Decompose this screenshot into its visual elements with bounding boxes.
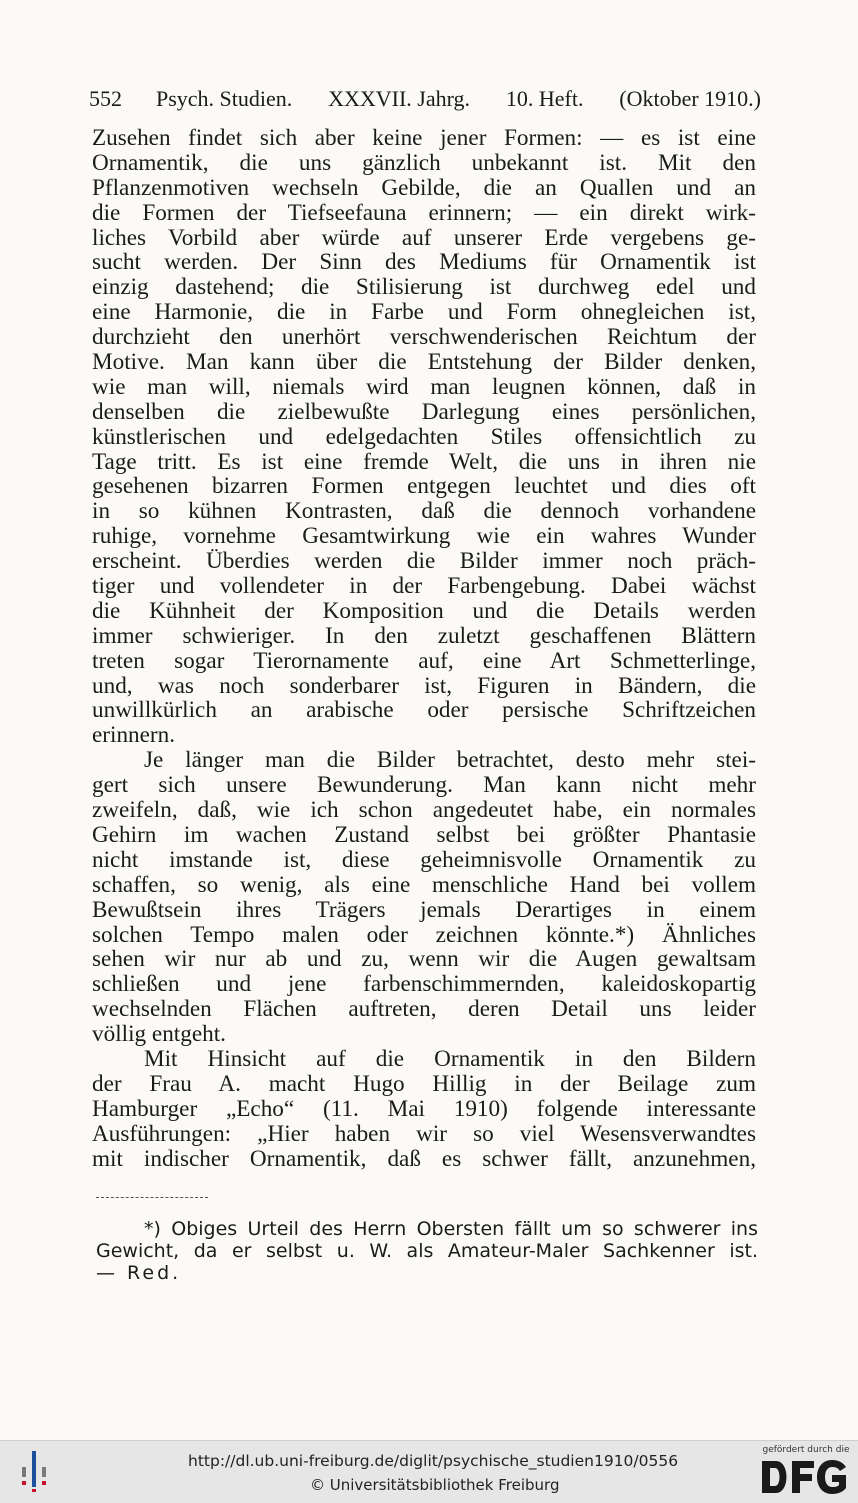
text-line: wie man will, niemals wird man leugnen können, daß in bbox=[92, 374, 756, 400]
footnote-divider bbox=[96, 1197, 208, 1198]
footnote bbox=[96, 1218, 758, 1284]
text-line: unwillkürlich an arabische oder persische Schriftzeichen bbox=[92, 698, 756, 724]
viewer-footer bbox=[0, 1440, 858, 1503]
text-line: gert sich unsere Bewunderung. Man kann nicht mehr bbox=[92, 773, 756, 799]
text-line: erscheint. Überdies werden die Bilder immer noch präch- bbox=[92, 549, 756, 575]
text-line: die Kühnheit der Komposition und die Details werden bbox=[92, 598, 756, 624]
body-text bbox=[92, 126, 756, 1171]
text-line: ruhige, vornehme Gesamtwirkung wie ein wahres Wunder bbox=[92, 524, 756, 550]
text-line: Ausführungen: „Hier haben wir so viel Wesensverwandtes bbox=[92, 1121, 756, 1147]
footnote-line: — Red. bbox=[96, 1262, 182, 1284]
text-line: Hamburger „Echo“ (11. Mai 1910) folgende interessante bbox=[92, 1096, 756, 1122]
text-line: sucht werden. Der Sinn des Mediums für Ornamentik ist bbox=[92, 250, 756, 276]
text-line: die Formen der Tiefseefauna erinnern; — ein direkt wirk- bbox=[92, 200, 756, 226]
text-line: künstlerischen und edelgedachten Stiles offensichtlich zu bbox=[92, 424, 756, 450]
text-line: Gehirn im wachen Zustand selbst bei größter Phantasie bbox=[92, 822, 756, 848]
text-line: wechselnden Flächen auftreten, deren Detail uns leider bbox=[92, 997, 756, 1023]
text-line: und, was noch sonderbarer ist, Figuren in Bändern, die bbox=[92, 673, 756, 699]
copyright-notice: © Universitätsbibliothek Freiburg bbox=[310, 1476, 560, 1494]
text-line: Motive. Man kann über die Entstehung der Bilder denken, bbox=[92, 350, 756, 375]
text-line: Je länger man die Bilder betrachtet, desto mehr stei- bbox=[144, 748, 756, 774]
text-line: einzig dastehend; die Stilisierung ist durchweg edel und bbox=[92, 275, 756, 301]
text-line: völlig entgeht. bbox=[92, 1022, 226, 1047]
text-line: gesehenen bizarren Formen entgegen leuchtet und dies oft bbox=[92, 474, 756, 500]
text-line: liches Vorbild aber würde auf unserer Erde vergebens ge- bbox=[92, 225, 756, 251]
text-line: schaffen, so wenig, als eine menschliche Hand bei vollem bbox=[92, 872, 756, 898]
text-line: treten sogar Tierornamente auf, eine Art Schmetterlinge, bbox=[92, 648, 756, 674]
running-header bbox=[89, 86, 761, 112]
footnote-line: *) Obiges Urteil des Herrn Obersten fällt um so schwerer ins bbox=[144, 1218, 758, 1240]
text-line: Tage tritt. Es ist eine fremde Welt, die uns in ihren nie bbox=[92, 449, 756, 475]
text-line: mit indischer Ornamentik, daß es schwer fällt, anzunehmen, bbox=[92, 1146, 756, 1172]
text-line: solchen Tempo malen oder zeichnen könnte.*) Ähnliches bbox=[92, 922, 756, 948]
page-number: 552 bbox=[89, 86, 122, 111]
text-line: zweifeln, daß, wie ich schon angedeutet habe, ein normales bbox=[92, 798, 756, 823]
text-line: Mit Hinsicht auf die Ornamentik in den Bildern bbox=[144, 1046, 756, 1072]
issue-date: (Oktober 1910.) bbox=[619, 86, 761, 111]
issue: 10. Heft. bbox=[505, 86, 584, 111]
volume: XXXVII. Jahrg. bbox=[328, 86, 471, 111]
text-line: sehen wir nur ab und zu, wenn wir die Augen gewaltsam bbox=[92, 947, 756, 973]
journal-title: Psych. Studien. bbox=[156, 86, 293, 111]
document-url[interactable]: http://dl.ub.uni-freiburg.de/diglit/psychische_studien1910/0556 bbox=[188, 1452, 679, 1470]
ub-freiburg-logo-icon[interactable] bbox=[20, 1449, 50, 1493]
footnote-line: Gewicht, da er selbst u. W. als Amateur-Maler Sachkenner ist. bbox=[96, 1240, 758, 1262]
text-line: Ornamentik, die uns gänzlich unbekannt ist. Mit den bbox=[92, 150, 756, 176]
text-line: durchzieht den unerhört verschwenderischen Reichtum der bbox=[92, 325, 756, 351]
text-line: Zusehen findet sich aber keine jener Formen: — es ist eine bbox=[92, 126, 756, 151]
text-line: immer schwieriger. In den zuletzt geschaffenen Blättern bbox=[92, 623, 756, 649]
text-line: in so kühnen Kontrasten, daß die dennoch vorhandene bbox=[92, 499, 756, 525]
text-line: Bewußtsein ihres Trägers jemals Derartiges in einem bbox=[92, 897, 756, 923]
funding-label: gefördert durch die bbox=[762, 1445, 850, 1455]
text-line: tiger und vollendeter in der Farbengebung. Dabei wächst bbox=[92, 574, 756, 599]
text-line: Pflanzenmotiven wechseln Gebilde, die an Quallen und an bbox=[92, 175, 756, 201]
text-line: schließen und jene farbenschimmernden, kaleidoskopartig bbox=[92, 972, 756, 998]
text-line: denselben die zielbewußte Darlegung eines persönlichen, bbox=[92, 399, 756, 425]
text-line: erinnern. bbox=[92, 723, 176, 749]
text-line: nicht imstande ist, diese geheimnisvolle Ornamentik zu bbox=[92, 847, 756, 873]
text-line: der Frau A. macht Hugo Hillig in der Beilage zum bbox=[92, 1071, 756, 1097]
dfg-logo-icon[interactable] bbox=[760, 1455, 850, 1499]
text-line: eine Harmonie, die in Farbe und Form ohnegleichen ist, bbox=[92, 300, 756, 326]
